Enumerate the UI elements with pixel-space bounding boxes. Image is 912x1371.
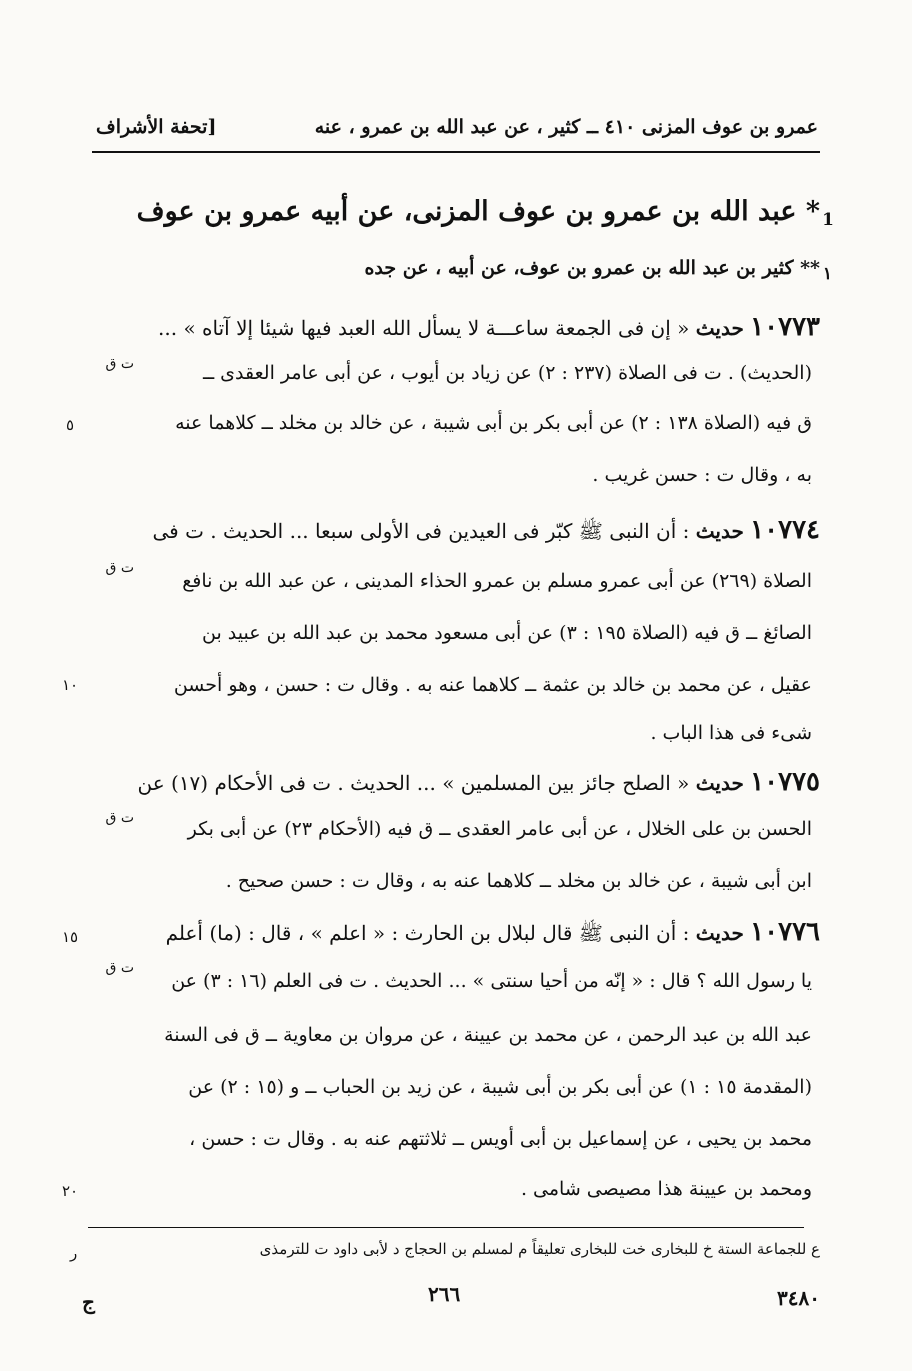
abbreviations-footnote: ع للجماعة الستة خ للبخارى خت للبخارى تعليقاً م لمسلم بن الحجاج د لأبى داود ت للترمذى — [259, 1240, 820, 1258]
hadith-text: « إن فى الجمعة ساعـــة لا يسأل الله العبد فيها شيئا إلا آتاه » ... — [158, 316, 690, 340]
hadith-10775-sigla: ت ق — [105, 810, 134, 826]
hadith-10775-line-3: ابن أبى شيبة ، عن خالد بن مخلد ــ كلاهما عنه به ، وقال ت : حسن صحيح . — [225, 870, 812, 892]
hadith-text: « الصلح جائز بين المسلمين » ... الحديث . ت فى الأحكام (١٧) عن — [137, 771, 690, 795]
hadith-number: ١٠٧٧٦ — [750, 917, 820, 947]
margin-line-number-5: ٥ — [66, 416, 75, 434]
section-subtitle: ** كثير بن عبد الله بن عمرو بن عوف، عن أبيه ، عن جده — [364, 257, 820, 279]
hadith-number: ١٠٧٧٤ — [750, 515, 820, 545]
hadith-10776-line-6: ومحمد بن عيينة هذا مصيصى شامى . — [520, 1178, 812, 1200]
page-number: ٢٦٦ — [428, 1282, 461, 1306]
subtitle-margin-number: ١ — [822, 264, 832, 284]
section-title: * عبد الله بن عمرو بن عوف المزنى، عن أبيه عمرو بن عوف — [136, 196, 820, 227]
footer-volume-number: ٣٤٨٠ — [777, 1286, 820, 1310]
hadith-10775-line-2: الحسن بن على الخلال ، عن أبى عامر العقدى ــ ق فيه (الأحكام ٢٣) عن أبى بكر — [187, 818, 812, 840]
hadith-10773-first-line — [158, 312, 820, 342]
hadith-10776-first-line — [166, 917, 820, 950]
hadith-10775-first-line — [137, 767, 820, 797]
hadith-label: حديث — [695, 519, 744, 543]
margin-line-number-15: ١٥ — [62, 928, 79, 946]
hadith-10773-line-4: به ، وقال ت : حسن غريب . — [592, 464, 812, 486]
margin-line-number-20: ٢٠ — [62, 1182, 79, 1200]
hadith-10776-line-2: يا رسول الله ؟ قال : « إنّه من أحيا سنتى » ... الحديث . ت فى العلم (١٦ : ٣) عن — [171, 970, 812, 992]
hadith-10774-sigla: ت ق — [105, 560, 134, 576]
hadith-10774-line-5: شىء فى هذا الباب . — [650, 722, 812, 744]
header-left-text: [تحفة الأشراف — [96, 116, 217, 138]
margin-line-number-10: ١٠ — [62, 676, 79, 694]
footer-part-letter: ج — [82, 1290, 95, 1314]
hadith-10776-line-4: (المقدمة ١٥ : ١) عن أبى بكر بن أبى شيبة ، عن زيد بن الحباب ــ و (١٥ : ٢) عن — [188, 1076, 812, 1098]
hadith-10774-line-4: عقيل ، عن محمد بن خالد بن عثمة ــ كلاهما عنه به . وقال ت : حسن ، وهو أحسن — [173, 674, 812, 696]
hadith-text: : أن النبى ﷺ كبّر فى العيدين فى الأولى سبعا ... الحديث . ت فى — [152, 519, 690, 543]
hadith-10776-line-3: عبد الله بن عبد الرحمن ، عن محمد بن عيينة ، عن مروان بن معاوية ــ ق فى السنة — [164, 1024, 812, 1046]
hadith-10774-line-3: الصائغ ــ ق فيه (الصلاة ١٩٥ : ٣) عن أبى مسعود محمد بن عبد الله بن عبيد بن — [202, 622, 812, 644]
hadith-text: : أن النبى ﷺ قال لبلال بن الحارث : « اعلم » ، قال : (ما) أعلم — [165, 921, 690, 945]
footnote-continuation: ر — [70, 1244, 78, 1262]
hadith-10773-line-2: (الحديث) . ت فى الصلاة (٢٣٧ : ٢) عن زياد بن أيوب ، عن أبى عامر العقدى ــ — [203, 362, 812, 384]
title-margin-number: 1 — [822, 210, 834, 230]
running-header — [96, 112, 818, 148]
hadith-10773-sigla: ت ق — [105, 356, 134, 372]
hadith-10774-first-line — [152, 515, 820, 548]
header-right-text: عمرو بن عوف المزنى ٤١٠ ــ كثير ، عن عبد الله بن عمرو ، عنه — [314, 116, 818, 138]
hadith-10774-line-2: الصلاة (٢٦٩) عن أبى عمرو مسلم بن عمرو الحذاء المدينى ، عن عبد الله بن نافع — [182, 570, 812, 592]
footnote-rule — [88, 1227, 804, 1228]
hadith-number: ١٠٧٧٥ — [750, 767, 820, 797]
hadith-10776-line-5: محمد بن يحيى ، عن إسماعيل بن أبى أويس ــ ثلاثتهم عنه به . وقال ت : حسن ، — [189, 1128, 812, 1150]
hadith-label: حديث — [695, 316, 744, 340]
header-rule — [92, 151, 820, 153]
hadith-10776-sigla: ت ق — [105, 960, 134, 976]
hadith-number: ١٠٧٧٣ — [750, 312, 820, 342]
hadith-10773-line-3: ق فيه (الصلاة ١٣٨ : ٢) عن أبى بكر بن أبى شيبة ، عن خالد بن مخلد ــ كلاهما عنه — [175, 412, 812, 434]
hadith-label: حديث — [695, 921, 744, 945]
hadith-label: حديث — [695, 771, 744, 795]
